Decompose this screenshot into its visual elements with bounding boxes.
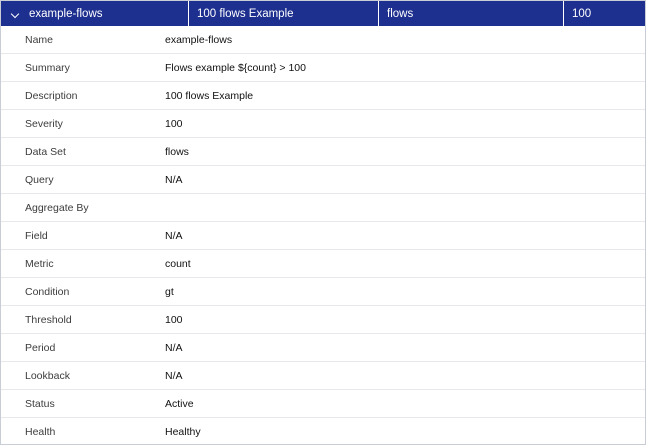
detail-label: Status	[25, 397, 55, 410]
rule-summary-header[interactable]	[1, 1, 645, 26]
detail-value: flows	[165, 145, 189, 158]
detail-value: N/A	[165, 369, 183, 382]
detail-label: Name	[25, 33, 54, 46]
detail-row	[1, 362, 645, 390]
detail-row	[1, 390, 645, 418]
detail-row	[1, 26, 645, 54]
detail-value: Healthy	[165, 426, 201, 438]
detail-label: Query	[25, 173, 54, 186]
header-name-cell[interactable]	[1, 1, 189, 26]
header-rule-name: example-flows	[29, 7, 103, 20]
detail-row	[1, 306, 645, 334]
detail-label: Condition	[25, 285, 70, 298]
detail-row	[1, 250, 645, 278]
detail-label: Data Set	[25, 145, 66, 158]
header-dataset: flows	[387, 7, 414, 20]
detail-row	[1, 278, 645, 306]
detail-label: Description	[25, 89, 78, 102]
detail-row	[1, 194, 645, 222]
chevron-down-icon[interactable]	[11, 8, 23, 20]
detail-value: N/A	[165, 173, 183, 186]
detail-label: Threshold	[25, 313, 72, 326]
detail-value: 100	[165, 117, 183, 130]
header-severity: 100	[572, 7, 592, 20]
detail-value: 100 flows Example	[165, 89, 254, 102]
detail-label: Lookback	[25, 369, 70, 382]
detail-value: Flows example ${count} > 100	[165, 61, 306, 74]
detail-row	[1, 138, 645, 166]
header-severity-cell	[564, 1, 645, 26]
detail-value: gt	[165, 285, 174, 298]
detail-value: Active	[165, 397, 194, 410]
header-description: 100 flows Example	[197, 7, 294, 20]
detail-value: 100	[165, 313, 183, 326]
rule-detail-rows	[1, 26, 645, 444]
detail-row	[1, 166, 645, 194]
detail-value: N/A	[165, 229, 183, 242]
detail-row	[1, 82, 645, 110]
detail-value: example-flows	[165, 33, 233, 46]
detail-label: Field	[25, 229, 48, 242]
detail-label: Summary	[25, 61, 70, 74]
detail-label: Severity	[25, 117, 63, 130]
detail-label: Period	[25, 341, 56, 354]
header-dataset-cell	[379, 1, 564, 26]
header-description-cell	[189, 1, 379, 26]
detail-value: count	[165, 257, 191, 270]
detail-row	[1, 418, 645, 444]
detail-label: Aggregate By	[25, 201, 89, 214]
detail-value: N/A	[165, 341, 183, 354]
detail-row	[1, 222, 645, 250]
detail-label: Health	[25, 426, 56, 438]
detail-row	[1, 334, 645, 362]
detail-row	[1, 54, 645, 82]
detail-row	[1, 110, 645, 138]
detail-label: Metric	[25, 257, 54, 270]
